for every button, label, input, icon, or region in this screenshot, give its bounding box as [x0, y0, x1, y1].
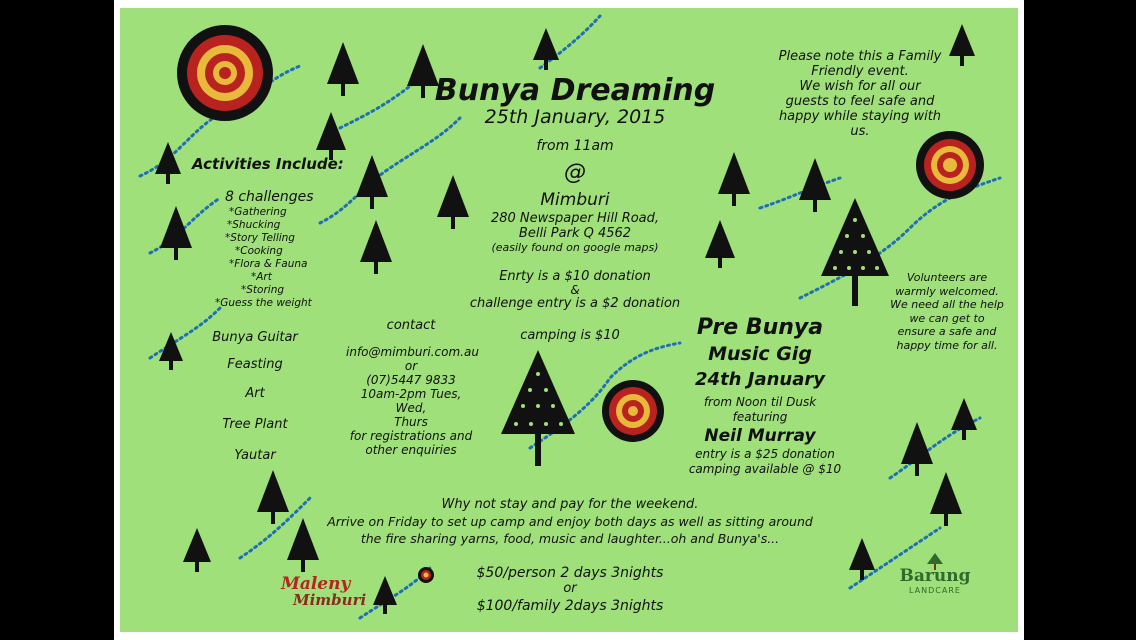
- event-ampersand: &: [570, 283, 580, 297]
- family-note-line: guests to feel safe and: [785, 93, 935, 109]
- landcare-logo-text: LANDCARE: [909, 586, 961, 595]
- challenge-item: *Flora & Fauna: [229, 258, 308, 270]
- volunteers-line: Volunteers are: [906, 271, 988, 284]
- pre-bunya-date: 24th January: [695, 369, 825, 390]
- volunteers-line: happy time for all.: [896, 338, 998, 352]
- challenge-item: *Cooking: [235, 245, 283, 257]
- challenge-item: *Gathering: [229, 206, 287, 218]
- event-title: Bunya Dreaming: [434, 73, 716, 108]
- barung-logo-text: Barung: [899, 566, 971, 586]
- event-venue: Mimburi: [540, 190, 610, 210]
- pre-bunya-title: Music Gig: [708, 343, 812, 365]
- event-entry: Enrty is a $10 donation: [499, 269, 651, 284]
- target-circle-icon: [175, 23, 275, 123]
- price-person: $50/person 2 days 3nights: [476, 565, 664, 581]
- contact-email: info@mimburi.com.au: [346, 345, 479, 359]
- pre-bunya-entry: entry is a $25 donation: [695, 447, 835, 461]
- volunteers-line: we can get to: [909, 311, 985, 325]
- challenges-heading: 8 challenges: [225, 189, 314, 205]
- bunya-tree-icon: [926, 470, 966, 526]
- bunya-tree-icon: [714, 150, 754, 206]
- family-note: [740, 50, 980, 140]
- mimburi-logo-text: Mimburi: [293, 591, 367, 609]
- volunteers-line: We need all the help: [890, 298, 1004, 311]
- pre-bunya-time: from Noon til Dusk: [703, 395, 817, 409]
- barung-landcare-logo: [895, 552, 975, 602]
- maleny-logo-text: Maleny: [281, 574, 351, 594]
- poster: [120, 8, 1018, 632]
- pre-bunya-camping: camping available @ $10: [688, 462, 842, 476]
- family-note-line: happy while staying with: [778, 108, 942, 124]
- event-address-note: (easily found on google maps): [491, 241, 659, 254]
- contact-hours: Thurs: [394, 415, 428, 429]
- contact-purpose: for registrations and: [349, 429, 473, 443]
- bunya-tree-icon: [356, 218, 396, 274]
- price-family: $100/family 2days 3nights: [476, 598, 664, 614]
- bunya-tree-icon: [948, 396, 980, 440]
- activity-item: Yautar: [234, 448, 276, 463]
- target-circle-icon: [601, 379, 665, 443]
- volunteers-line: ensure a safe and: [897, 325, 997, 338]
- bunya-tree-icon: [323, 40, 363, 96]
- family-note-line: Please note this a Family: [778, 49, 942, 64]
- maleny-mimburi-logo: [275, 564, 385, 614]
- activity-item: Feasting: [227, 357, 283, 372]
- pre-bunya-artist: Neil Murray: [704, 426, 816, 446]
- event-address-line1: 280 Newspaper Hill Road,: [490, 211, 660, 226]
- contact-phone: (07)5447 9833: [366, 373, 456, 387]
- bunya-tree-icon: [530, 26, 562, 70]
- pre-bunya-title: Pre Bunya: [696, 315, 824, 340]
- target-circle-icon: [915, 130, 985, 200]
- bunya-tree-icon: [152, 140, 184, 184]
- challenge-item: *Storing: [241, 284, 285, 296]
- event-challenge-entry: challenge entry is a $2 donation: [469, 296, 681, 311]
- target-circle-icon: [417, 566, 435, 584]
- weekend-line2: Arrive on Friday to set up camp and enjoy both days as well as sitting around: [327, 514, 813, 529]
- family-note-line: Friendly event.: [811, 63, 909, 79]
- volunteers-note: [882, 271, 1012, 352]
- bunya-tree-icon: [156, 330, 186, 370]
- activity-item: Tree Plant: [222, 417, 288, 432]
- challenge-item: *Art: [251, 271, 272, 283]
- activity-item: Bunya Guitar: [212, 330, 298, 345]
- family-note-line: We wish for all our: [799, 78, 921, 94]
- bunya-tree-icon: [156, 204, 196, 260]
- contact-heading: contact: [386, 318, 436, 333]
- event-address-line2: Belli Park Q 4562: [518, 226, 632, 241]
- challenge-item: *Shucking: [227, 219, 281, 231]
- weekend-line1: Why not stay and pay for the weekend.: [441, 497, 699, 512]
- challenge-item: *Guess the weight: [215, 297, 312, 309]
- challenge-item: *Story Telling: [225, 232, 295, 244]
- volunteers-line: warmly welcomed.: [895, 284, 999, 298]
- family-note-line: us.: [850, 123, 870, 139]
- bunya-tree-icon: [352, 153, 392, 209]
- event-at: @: [564, 160, 586, 185]
- bunya-tree-icon: [180, 526, 214, 572]
- event-time: from 11am: [536, 138, 614, 154]
- contact-purpose: other enquiries: [365, 443, 457, 457]
- contact-hours: 10am-2pm Tues, Wed,: [360, 387, 462, 415]
- large-bunya-tree-icon: [495, 348, 581, 468]
- bunya-tree-icon: [897, 420, 937, 476]
- pre-bunya-featuring: featuring: [732, 410, 788, 424]
- bunya-tree-icon: [702, 218, 738, 268]
- weekend-line3: the fire sharing yarns, food, music and laughter...oh and Bunya's...: [360, 531, 780, 546]
- contact-block: [346, 318, 479, 457]
- activity-item: Art: [245, 386, 265, 401]
- price-or: or: [563, 581, 577, 596]
- contact-or: or: [404, 359, 418, 373]
- event-camping: camping is $10: [520, 328, 620, 343]
- activities-heading: Activities Include:: [192, 155, 344, 173]
- bunya-tree-icon: [313, 110, 349, 160]
- challenges-list: [215, 206, 312, 310]
- event-date: 25th January, 2015: [484, 106, 666, 128]
